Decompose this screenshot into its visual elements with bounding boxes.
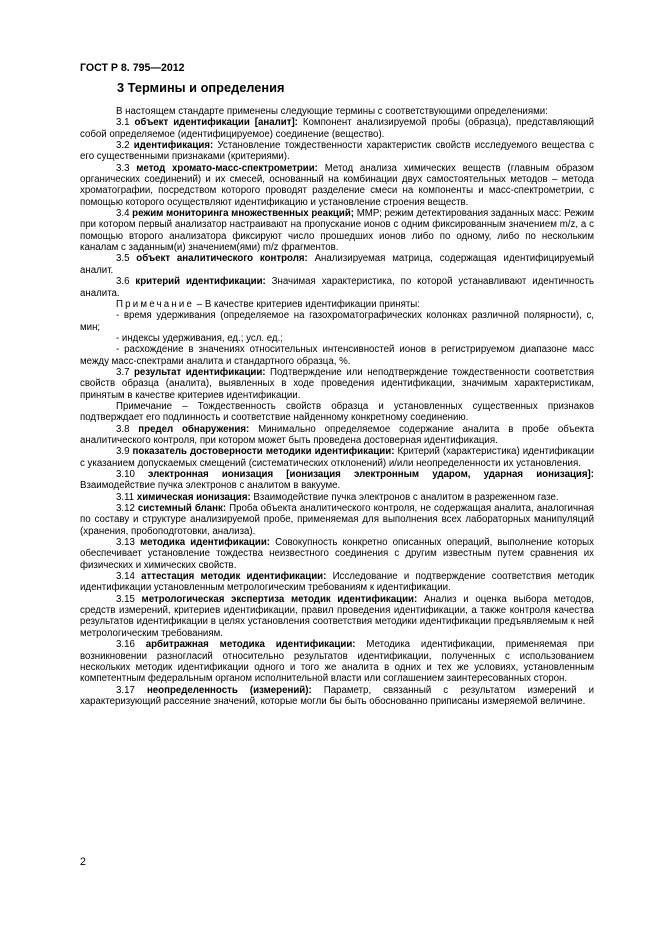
document-body [80,106,594,707]
term-3-17: 3.17 неопределенность (измерений): Параметр, связанный с результатом измерений и характеризующий рассеяние значений, которые могли бы быть обоснованно приписаны измеряемой величине. [80,684,594,707]
note-1-item: - время удерживания (определяемое на газохроматографических колонках различной полярности), с, мин; [80,310,594,333]
term-3-9: 3.9 показатель достоверности методики идентификации: Критерий (характеристика) идентификации с указанием допускаемых смещений (систематических отклонений) и/или неопределенности их установления. [80,446,594,469]
term-3-4: 3.4 режим мониторинга множественных реакций; ММР; режим детектирования заданных масс: Режим при котором первый анализатор настраивают на пропускание ионов с одним фиксированным значением m/z, а с помощью второго анализатора фиксируют число прошедших ионов либо по одному, либо по нескольким каналам с заданным(и) значением(ями) m/z фрагментов. [80,208,594,254]
section-title: 3 Термины и определения [117,80,285,95]
term-3-6: 3.6 критерий идентификации: Значимая характеристика, по которой устанавливают идентичность аналита. [80,276,595,299]
term-3-16: 3.16 арбитражная методика идентификации: Методика идентификации, применяемая при возникновении разногласий относительно результатов идентификации, полученных с использованием нескольких методик идентификации одного и того же аналита в одних и тех же условиях, установленным компетентным федеральным органом исполнительной власти или соглашением заинтересованных сторон. [80,639,594,685]
terms-list-3 [80,424,594,708]
note-1 [80,299,594,367]
term-3-12: 3.12 системный бланк: Проба объекта аналитического контроля, не содержащая аналита, аналогичная по составу и структуре анализируемой пробе, применяемая для выполнения всех лабораторных манипуляций (хранения, пробоподготовки, анализа). [80,503,594,537]
note-label: Примечание [116,298,195,310]
terms-list-1 [80,117,594,299]
note-1-intro: Примечание – В качестве критериев идентификации приняты: [116,298,420,310]
page-number: 2 [80,856,86,868]
term-3-10: 3.10 электронная ионизация [ионизация электронным ударом, ударная ионизация]: Взаимодействие пучка электронов с аналитом в вакууме. [80,469,594,492]
note-1-item: - индексы удерживания, ед.; усл. ед.; [116,332,283,344]
note-1-item: - расхождение в значениях относительных интенсивностей ионов в регистрируемом диапазоне масс между масс-спектрами аналита и стандартного образца, %. [80,344,594,367]
term-3-1: 3.1 объект идентификации [аналит]: Компонент анализируемой пробы (образца), представляющий собой определяемое (идентифицируемое) соединение (вещество). [80,117,595,140]
term-3-2: 3.2 идентификация: Установление тождественности характеристик свойств исследуемого вещества с его существенными признаками (критериями). [80,140,594,163]
document-code: ГОСТ Р 8. 795—2012 [80,62,185,74]
term-3-13: 3.13 методика идентификации: Совокупность конкретно описанных операций, выполнение которых обеспечивает установление тождества неизвестного соединения с другим известным путем сравнения их физических и химических свойств. [80,537,594,571]
term-3-7: 3.7 результат идентификации: Подтверждение или неподтверждение тождественности соответствия свойств образца (аналита), выявленных в ходе проведения идентификации, значимым характеристикам, принятым в качестве критериев идентификации. [80,366,594,401]
intro-paragraph: В настоящем стандарте применены следующие термины с соответствующими определениями: [116,106,548,117]
term-3-15: 3.15 метрологическая экспертиза методик идентификации: Анализ и оценка выбора методов, средств измерений, критериев идентификации, правил проведения идентификации, а также контроля качества результатов идентификации в целях установления соответствия методики идентификации предъявляемым к ней метрологическим требованиям. [80,593,594,639]
note-2: Примечание – Тождественность свойств образца и установленных существенных признаков подтверждает его подлинность и соответствие найденному конкретному соединению. [80,400,594,424]
note-label: Примечание [116,400,173,412]
term-3-3: 3.3 метод хромато-масс-спектрометрии: Метод анализа химических веществ (главным образом органических соединений) и их смесей, основанный на комбинации двух самостоятельных методов – метода хроматографии, посредством которого проводят разделение смеси на компоненты и масс-спектрометрии, с помощью которого осуществляют идентификацию и установление строения веществ. [80,162,594,208]
term-3-14: 3.14 аттестация методик идентификации: Исследование и подтверждение соответствия методик идентификации установленным метрологическим требованиям к идентификации. [80,571,594,594]
term-3-5: 3.5 объект аналитического контроля: Анализируемая матрица, содержащая идентифицируемый аналит. [80,253,594,276]
term-3-11: 3.11 химическая ионизация: Взаимодействие пучка электронов с аналитом в разреженном газе. [116,491,559,503]
term-3-8: 3.8 предел обнаружения: Минимально определяемое содержание аналита в пробе объекта аналитического контроля, при котором может быть проведена достоверная идентификация. [80,423,594,446]
